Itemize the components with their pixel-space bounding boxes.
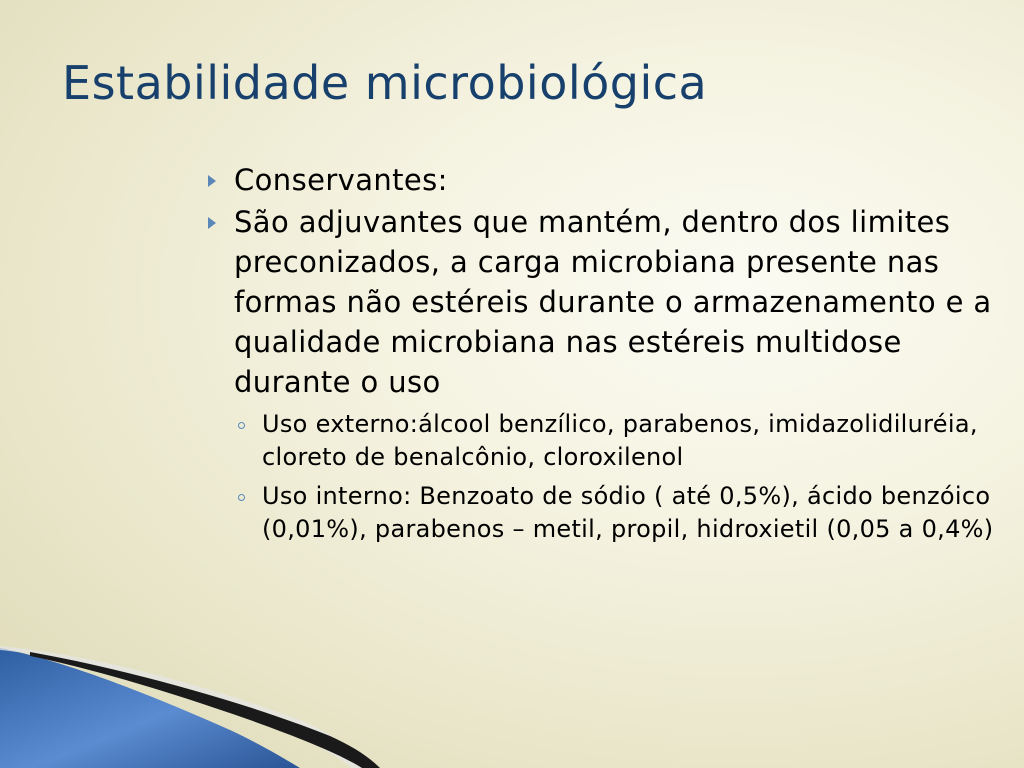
hollow-circle-icon bbox=[238, 422, 245, 429]
light-swoosh-shape bbox=[0, 646, 370, 768]
sub-bullet-text: Uso interno: Benzoato de sódio ( até 0,5%), ácido benzóico (0,01%), parabenos – metil, propil, hidroxietil (0,05 a 0,4%) bbox=[262, 482, 994, 543]
triangle-arrow-icon bbox=[208, 175, 216, 187]
sub-bullet-text: Uso externo:álcool benzílico, parabenos, imidazolidiluréia, cloreto de benalcônio, cloroxilenol bbox=[262, 410, 978, 471]
blue-swoosh-shape bbox=[0, 648, 300, 768]
slide-title: Estabilidade microbiológica bbox=[62, 56, 708, 110]
bullet-text: São adjuvantes que mantém, dentro dos limites preconizados, a carga microbiana presente nas formas não estéreis durante o armazenamento e a qualidade microbiana nas estéreis multidose durante o uso bbox=[234, 205, 992, 399]
bullet-item bbox=[204, 202, 1010, 402]
sub-bullet-item bbox=[204, 480, 1010, 546]
slide-body bbox=[204, 160, 1010, 552]
dark-swoosh-shape bbox=[30, 652, 380, 768]
bullet-text: Conservantes: bbox=[234, 163, 448, 197]
sub-bullet-item bbox=[204, 408, 1010, 474]
triangle-arrow-icon bbox=[208, 217, 216, 229]
sub-bullet-list bbox=[204, 408, 1010, 546]
bullet-item bbox=[204, 160, 1010, 200]
hollow-circle-icon bbox=[238, 494, 245, 501]
